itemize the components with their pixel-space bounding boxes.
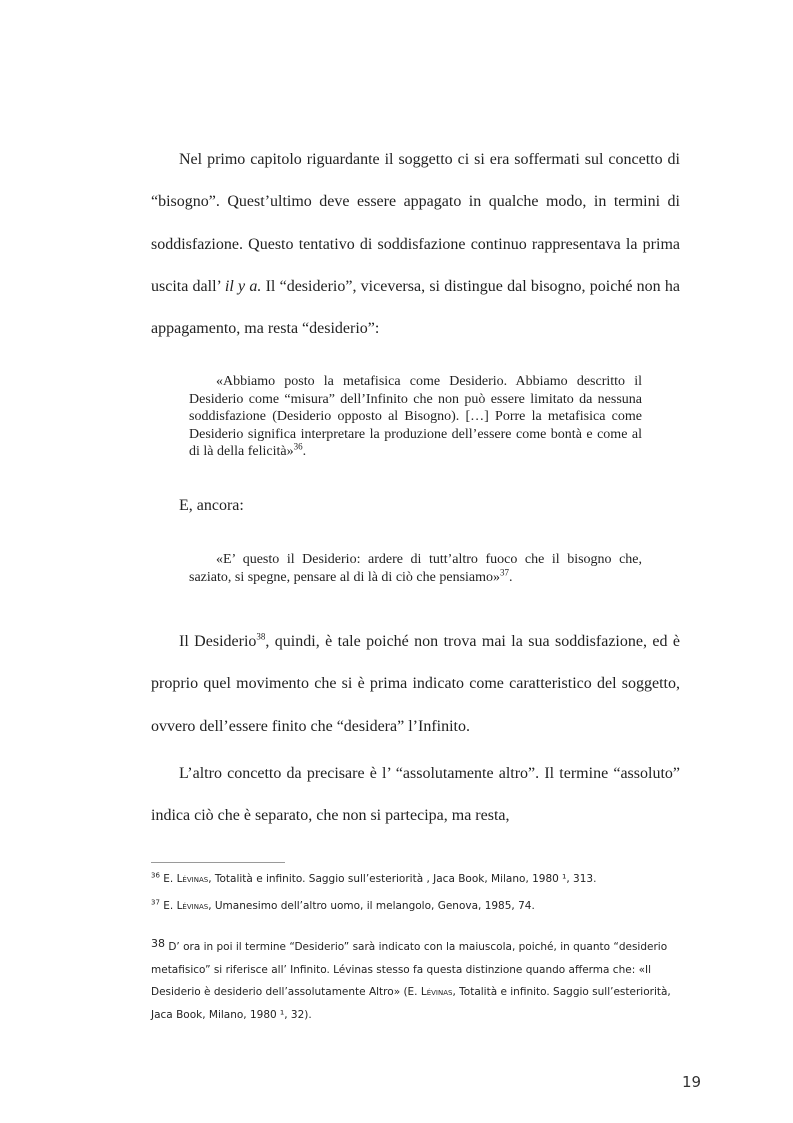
footnote-separator [151,862,285,863]
paragraph-assolutamente-altro: L’altro concetto da precisare è l’ “assolutamente altro”. Il termine “assoluto” indica ciò che è separato, che non si partecipa, ma resta, [151,765,680,825]
footnote-38: 38 D’ ora in poi il termine “Desiderio” sarà indicato con la maiuscola, poiché, in quanto “desiderio metafisico” si riferisce all’ Infinito. Lévinas stesso fa questa distinzione quando afferma che: «Il Desiderio è desiderio dell’assolutamente Altro» (E. Lévinas, Totalità e infinito. Saggio sull’esteriorità, Jaca Book, Milano, 1980 ¹, 32). [151,937,671,1021]
footnote-36: $^{36}$ E. Lévinas, Totalità e infinito. Saggio sull’esteriorità , Jaca Book, Milano, 1980 ¹, 313. [151,871,597,885]
footnote-ref-37[interactable]: 37 [500,566,510,577]
footnote-ref-36[interactable]: 36 [293,441,303,452]
paragraph-bisogno-desiderio: Nel primo capitolo riguardante il soggetto ci si era soffermati sul concetto di “bisogno”. Quest’ultimo deve essere appagato in qualche modo, in termini di soddisfazione. Questo tentativo di soddisfazione continuo rappresentava la prima uscita dall’ il y a. Il “desiderio”, viceversa, si distingue dal bisogno, poiché non ha appagamento, ma resta “desiderio”: [151,151,680,338]
footnote-37: $^{37}$ E. Lévinas, Umanesimo dell’altro uomo, il melangolo, Genova, 1985, 74. [151,898,535,912]
block-quote-metafisica: «Abbiamo posto la metafisica come Desiderio. Abbiamo descritto il Desiderio come “misura” dell’Infinito che non può essere limitato da nessuna soddisfazione (Desiderio opposto al Bisogno). […] Porre la metafisica come Desiderio significa interpretare la produzione dell’essere come bontà e come al di là della felicità»$^{36}$. [189,374,642,459]
block-quote-desiderio: «E’ questo il Desiderio: ardere di tutt’altro fuoco che il bisogno che, saziato, si spegne, pensare al di là di ciò che pensiamo»$^{37}$. [189,552,642,585]
page-number: 19 [682,1073,702,1091]
transition-text: E, ancora: [179,497,244,514]
footnote-ref-38[interactable]: 38 [256,631,266,642]
paragraph-desiderio-soddisfazione: Il Desiderio$^{38}$, quindi, è tale poiché non trova mai la sua soddisfazione, ed è proprio quel movimento che si è prima indicato come caratteristico del soggetto, ovvero dell’essere finito che “desidera” l’Infinito. [151,631,680,735]
italic-il-y-a: il y a. [224,277,262,295]
